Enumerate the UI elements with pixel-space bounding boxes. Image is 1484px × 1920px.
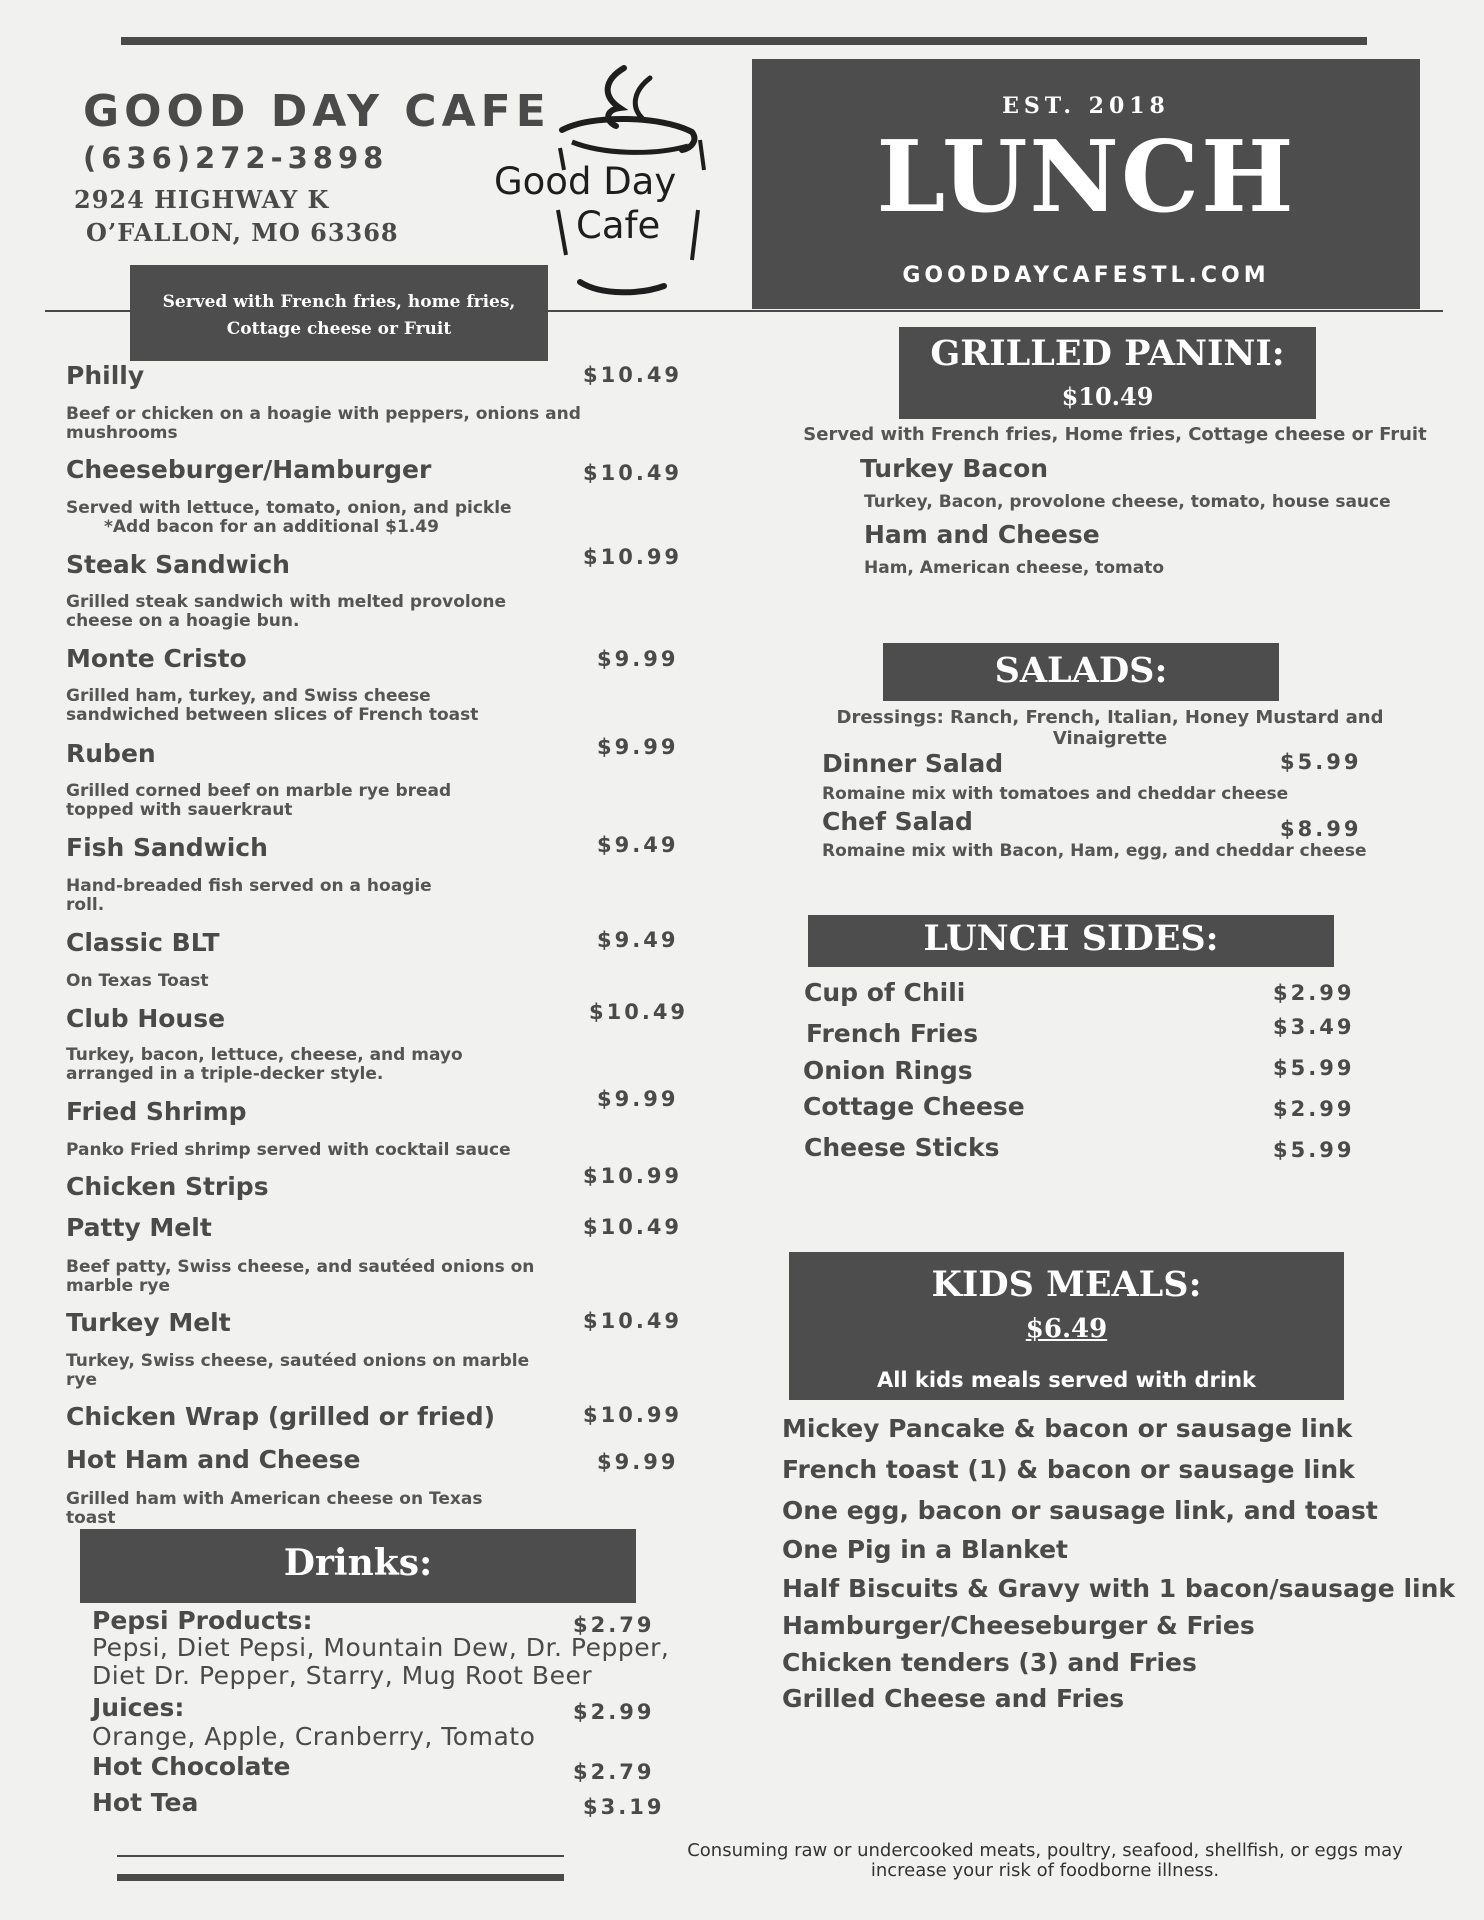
top-rule [121, 37, 1367, 45]
bottom-rule-thin [117, 1855, 564, 1857]
kids-item: French toast (1) & bacon or sausage link [782, 1455, 1355, 1484]
panini-price: $10.49 [1061, 382, 1154, 411]
panini-item-name: Turkey Bacon [860, 454, 1049, 483]
kids-note: All kids meals served with drink [876, 1368, 1257, 1392]
menu-item-name: Monte Cristo [66, 644, 247, 673]
logo-text-line2: Cafe [576, 204, 661, 247]
menu-item-price: $9.99 [597, 1087, 679, 1111]
menu-item-name: Chicken Wrap (grilled or fried) [66, 1402, 496, 1431]
kids-item: Mickey Pancake & bacon or sausage link [782, 1414, 1353, 1443]
address-line1: 2924 HIGHWAY K [74, 185, 330, 214]
kids-item: Hamburger/Cheeseburger & Fries [782, 1611, 1255, 1640]
salad-item-name: Dinner Salad [822, 749, 1004, 778]
side-item-price: $5.99 [1273, 1138, 1355, 1162]
drink-desc: Pepsi, Diet Pepsi, Mountain Dew, Dr. Pepper, Diet Dr. Pepper, Starry, Mug Root Beer [92, 1633, 670, 1690]
side-item-price: $3.49 [1273, 1015, 1355, 1039]
side-item-name: Cottage Cheese [803, 1092, 1025, 1121]
kids-title: KIDS MEALS: [931, 1264, 1202, 1305]
drinks-title: Drinks: [283, 1542, 433, 1584]
kids-item: One Pig in a Blanket [782, 1535, 1068, 1564]
salad-item-desc: Romaine mix with tomatoes and cheddar cheese [822, 784, 1289, 804]
menu-item-desc: Turkey, Swiss cheese, sautéed onions on marble rye [66, 1351, 530, 1390]
panini-title: GRILLED PANINI: [930, 333, 1285, 374]
drink-price: $2.79 [573, 1613, 655, 1637]
panini-served: Served with French fries, Home fries, Cottage cheese or Fruit [803, 424, 1427, 445]
drink-name: Pepsi Products: [92, 1606, 313, 1635]
menu-item-name: Club House [66, 1004, 226, 1033]
menu-item-price: $10.99 [583, 545, 683, 569]
menu-item-name: Fish Sandwich [66, 833, 268, 862]
menu-item-price: $10.49 [583, 461, 683, 485]
menu-item-price: $10.49 [583, 363, 683, 387]
side-item-name: Cup of Chili [804, 978, 966, 1007]
panini-item-desc: Turkey, Bacon, provolone cheese, tomato, house sauce [864, 492, 1391, 512]
salad-item-price: $8.99 [1280, 817, 1362, 841]
cafe-phone: (636)272-3898 [83, 141, 389, 175]
kids-item: One egg, bacon or sausage link, and toast [782, 1496, 1378, 1525]
menu-item-name: Fried Shrimp [66, 1097, 247, 1126]
food-safety-notice: Consuming raw or undercooked meats, poultry, seafood, shellfish, or eggs may increase your risk of foodborne illness. [687, 1840, 1403, 1881]
menu-item-name: Turkey Melt [66, 1308, 231, 1337]
side-item-name: French Fries [806, 1019, 979, 1048]
menu-item-name: Chicken Strips [66, 1172, 269, 1201]
kids-item: Half Biscuits & Gravy with 1 bacon/sausage link [782, 1574, 1456, 1603]
drink-price: $3.19 [583, 1795, 665, 1819]
menu-item-price: $9.99 [597, 735, 679, 759]
panini-item-name: Ham and Cheese [864, 520, 1100, 549]
side-item-name: Cheese Sticks [804, 1133, 1000, 1162]
salad-item-price: $5.99 [1280, 750, 1362, 774]
menu-item-name: Philly [66, 361, 145, 390]
salad-item-desc: Romaine mix with Bacon, Ham, egg, and cheddar cheese [822, 841, 1367, 861]
drink-name: Juices: [92, 1693, 185, 1722]
menu-item-desc: Grilled ham with American cheese on Texas toast [66, 1489, 483, 1528]
drink-name: Hot Chocolate [92, 1752, 291, 1781]
menu-item-desc: Hand-breaded fish served on a hoagie roll. [66, 876, 432, 915]
menu-item-name: Steak Sandwich [66, 550, 290, 579]
menu-item-desc: On Texas Toast [66, 971, 209, 991]
menu-item-desc: Beef patty, Swiss cheese, and sautéed onions on marble rye [66, 1257, 535, 1296]
menu-item-price: $10.99 [583, 1403, 683, 1427]
served-line2: Cottage cheese or Fruit [226, 319, 452, 339]
menu-item-name: Cheeseburger/Hamburger [66, 455, 432, 484]
menu-item-price: $10.49 [583, 1309, 683, 1333]
menu-item-name: Classic BLT [66, 928, 220, 957]
side-item-price: $2.99 [1273, 1097, 1355, 1121]
menu-item-desc: Grilled corned beef on marble rye bread topped with sauerkraut [66, 781, 452, 820]
drink-price: $2.79 [573, 1760, 655, 1784]
menu-item-desc: Grilled ham, turkey, and Swiss cheese sandwiched between slices of French toast [66, 686, 479, 725]
kids-price: $6.49 [1025, 1314, 1108, 1344]
salad-item-name: Chef Salad [822, 807, 973, 836]
menu-item-price: $10.49 [589, 1000, 689, 1024]
menu-item-desc: Beef or chicken on a hoagie with peppers, onions and mushrooms [66, 404, 581, 443]
served-with-box [130, 265, 548, 361]
menu-item-name: Patty Melt [66, 1213, 212, 1242]
logo-text-line1: Good Day [494, 160, 677, 203]
kids-item: Grilled Cheese and Fries [782, 1684, 1125, 1713]
menu-item-name: Hot Ham and Cheese [66, 1445, 361, 1474]
menu-item-price: $10.99 [583, 1164, 683, 1188]
panini-item-desc: Ham, American cheese, tomato [864, 558, 1165, 578]
website: GOODDAYCAFESTL.COM [902, 263, 1270, 288]
menu-item-price: $10.49 [583, 1215, 683, 1239]
menu-item-desc: Turkey, bacon, lettuce, cheese, and mayo arranged in a triple-decker style. [66, 1045, 463, 1084]
est-year: EST. 2018 [1002, 93, 1170, 119]
address-line2: O’FALLON, MO 63368 [86, 218, 399, 247]
menu-item-desc: Served with lettuce, tomato, onion, and pickle *Add bacon for an additional $1.49 [66, 498, 512, 537]
menu-item-price: $9.49 [597, 833, 679, 857]
menu-item-price: $9.49 [597, 928, 679, 952]
sides-title: LUNCH SIDES: [923, 918, 1219, 959]
bottom-rule-thick [117, 1874, 564, 1881]
menu-item-desc: Panko Fried shrimp served with cocktail sauce [66, 1140, 511, 1160]
drink-name: Hot Tea [92, 1788, 199, 1817]
menu-title: LUNCH [876, 120, 1296, 235]
menu-item-desc: Grilled steak sandwich with melted provolone cheese on a hoagie bun. [66, 592, 507, 631]
side-item-price: $5.99 [1273, 1056, 1355, 1080]
menu-item-name: Ruben [66, 739, 156, 768]
side-item-price: $2.99 [1273, 981, 1355, 1005]
salads-title: SALADS: [994, 650, 1168, 691]
salads-dressings: Dressings: Ranch, French, Italian, Honey Mustard and Vinaigrette [836, 707, 1384, 749]
drink-desc: Orange, Apple, Cranberry, Tomato [92, 1722, 536, 1751]
menu-item-price: $9.99 [597, 647, 679, 671]
drink-price: $2.99 [573, 1700, 655, 1724]
menu-item-price: $9.99 [597, 1450, 679, 1474]
served-line1: Served with French fries, home fries, [162, 292, 516, 312]
side-item-name: Onion Rings [803, 1056, 973, 1085]
cafe-name: GOOD DAY CAFE [83, 86, 551, 137]
kids-item: Chicken tenders (3) and Fries [782, 1648, 1197, 1677]
